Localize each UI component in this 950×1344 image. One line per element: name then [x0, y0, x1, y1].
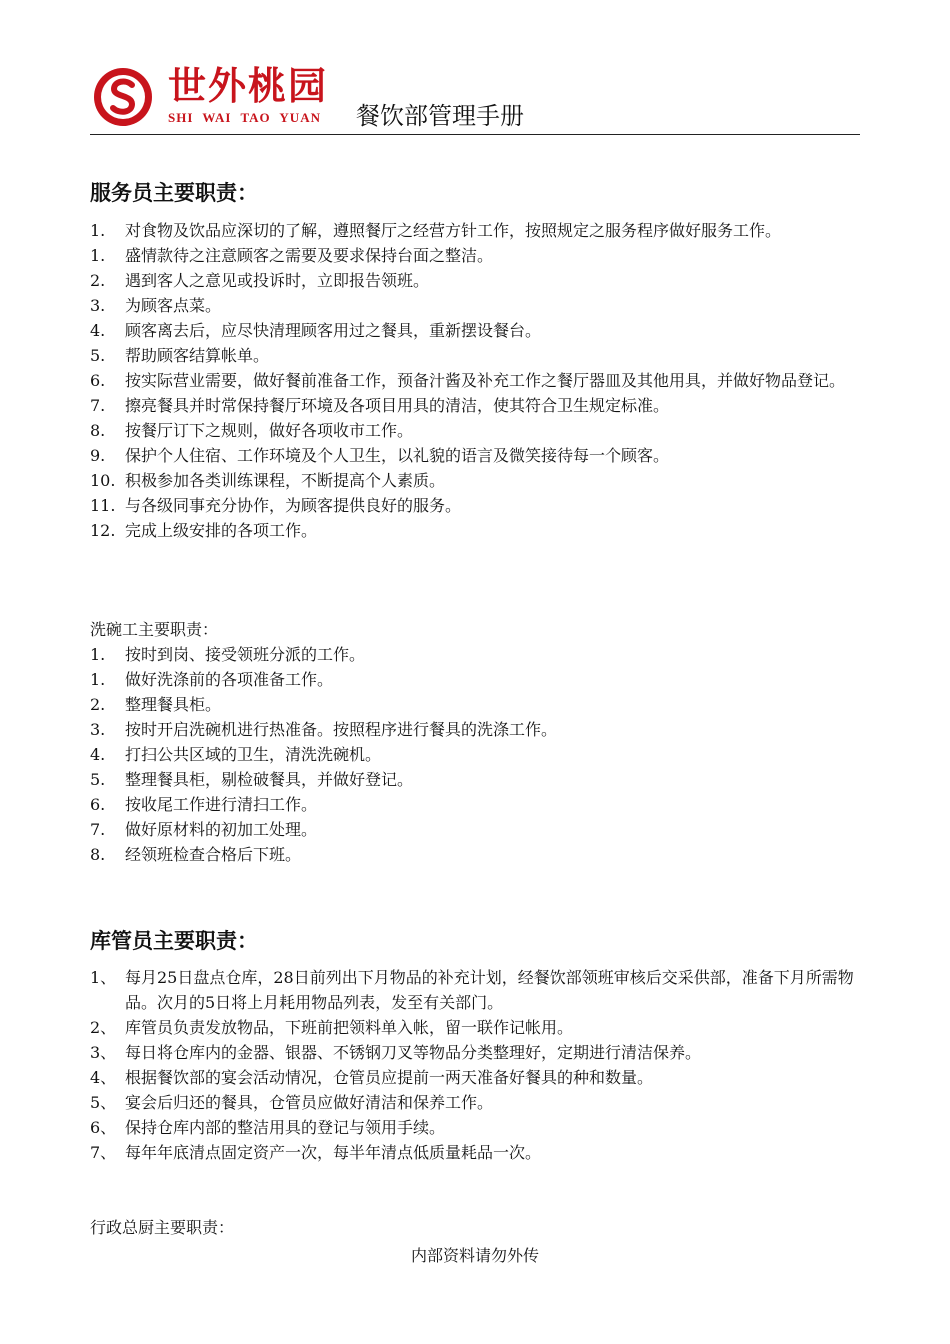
waiter-section-title: 服务员主要职责： [90, 181, 258, 205]
list-item [90, 318, 865, 343]
list-item [90, 468, 865, 493]
list-item-number: 5. [90, 346, 106, 365]
list-item-number: 9. [90, 446, 106, 465]
list-item [90, 268, 865, 293]
list-item-number: 8. [90, 845, 106, 864]
page-footer: 内部资料请勿外传 [410, 1246, 539, 1265]
dishwasher-duties-list [90, 642, 865, 867]
list-item-text: 擦亮餐具并时常保持餐厅环境及各项目用具的清洁，使其符合卫生规定标准。 [125, 396, 670, 415]
list-item-number: 1. [90, 221, 106, 240]
list-item-number: 6. [90, 795, 106, 814]
list-item-text: 打扫公共区域的卫生，清洗洗碗机。 [125, 745, 382, 764]
list-item-number: 12. [90, 521, 116, 540]
list-item [90, 667, 865, 692]
list-item-text: 遇到客人之意见或投诉时，立即报告领班。 [125, 271, 430, 290]
list-item-number: 1. [90, 670, 106, 689]
list-item [90, 1015, 865, 1040]
list-item-number: 11. [90, 496, 116, 515]
list-item-text: 对食物及饮品应深切的了解，遵照餐厅之经营方针工作，按照规定之服务程序做好服务工作。 [125, 221, 782, 240]
list-item-number: 7. [90, 820, 106, 839]
list-item [90, 1040, 865, 1065]
list-item-number: 1. [90, 645, 106, 664]
list-item-text: 宴会后归还的餐具，仓管员应做好清洁和保养工作。 [125, 1093, 494, 1112]
chef-section-title: 行政总厨主要职责： [90, 1218, 235, 1237]
dishwasher-section-title: 洗碗工主要职责： [90, 620, 219, 639]
list-item-text: 与各级同事充分协作，为顾客提供良好的服务。 [125, 496, 462, 515]
list-item-number: 2. [90, 271, 106, 290]
list-item-text: 为顾客点菜。 [125, 296, 222, 315]
list-item [90, 1090, 865, 1115]
list-item [90, 1065, 865, 1090]
list-item-text: 根据餐饮部的宴会活动情况，仓管员应提前一两天准备好餐具的种和数量。 [125, 1068, 654, 1087]
list-item [90, 1115, 865, 1140]
list-item [90, 1140, 865, 1165]
list-item [90, 642, 865, 667]
list-item-text: 按时到岗、接受领班分派的工作。 [125, 645, 366, 664]
waiter-duties-list [90, 218, 865, 543]
list-item [90, 792, 865, 817]
list-item-text: 按时开启洗碗机进行热准备。按照程序进行餐具的洗涤工作。 [125, 720, 558, 739]
list-item-text: 盛情款待之注意顾客之需要及要求保持台面之整洁。 [125, 246, 494, 265]
list-item [90, 742, 865, 767]
list-item-text: 按收尾工作进行清扫工作。 [125, 795, 318, 814]
list-item-number: 2、 [90, 1018, 117, 1037]
list-item-text: 做好原材料的初加工处理。 [125, 820, 318, 839]
list-item-text: 积极参加各类训练课程，不断提高个人素质。 [125, 471, 446, 490]
list-item [90, 443, 865, 468]
list-item [90, 368, 865, 393]
list-item-number: 7. [90, 396, 106, 415]
list-item-text: 每日将仓库内的金器、银器、不锈钢刀叉等物品分类整理好，定期进行清洁保养。 [125, 1043, 702, 1062]
list-item-number: 2. [90, 695, 106, 714]
list-item-number: 10. [90, 471, 116, 490]
list-item-text: 每年年底清点固定资产一次，每半年清点低质量耗品一次。 [125, 1143, 542, 1162]
list-item-number: 3. [90, 296, 106, 315]
page-header [90, 62, 860, 135]
list-item [90, 965, 865, 1015]
list-item-number: 6. [90, 371, 106, 390]
list-item-number: 5、 [90, 1093, 117, 1112]
logo-chinese-text: 世外桃园 [168, 64, 329, 108]
list-item-text: 每月25日盘点仓库，28日前列出下月物品的补充计划，经餐饮部领班审核后交采供部，准备下月所需物品。次月的5日将上月耗用物品列表，发至有关部门。 [125, 968, 854, 1012]
list-item-number: 3、 [90, 1043, 117, 1062]
list-item-text: 经领班检查合格后下班。 [125, 845, 302, 864]
list-item-text: 按餐厅订下之规则，做好各项收市工作。 [125, 421, 414, 440]
list-item [90, 293, 865, 318]
list-item-text: 顾客离去后，应尽快清理顾客用过之餐具，重新摆设餐台。 [125, 321, 542, 340]
list-item [90, 418, 865, 443]
list-item-number: 1. [90, 246, 106, 265]
list-item-number: 7、 [90, 1143, 117, 1162]
list-item-text: 保持仓库内部的整洁用具的登记与领用手续。 [125, 1118, 446, 1137]
list-item [90, 842, 865, 867]
list-item [90, 243, 865, 268]
list-item-number: 4. [90, 745, 106, 764]
storekeeper-duties-list [90, 965, 865, 1165]
list-item-text: 整理餐具柜。 [125, 695, 222, 714]
list-item-number: 3. [90, 720, 106, 739]
list-item-text: 整理餐具柜，剔检破餐具，并做好登记。 [125, 770, 414, 789]
list-item [90, 518, 865, 543]
list-item [90, 493, 865, 518]
list-item [90, 717, 865, 742]
list-item [90, 393, 865, 418]
list-item-text: 帮助顾客结算帐单。 [125, 346, 270, 365]
list-item-number: 5. [90, 770, 106, 789]
list-item [90, 218, 865, 243]
list-item [90, 343, 865, 368]
list-item-text: 库管员负责发放物品，下班前把领料单入帐，留一联作记帐用。 [125, 1018, 574, 1037]
list-item [90, 692, 865, 717]
list-item-text: 按实际营业需要，做好餐前准备工作，预备汁酱及补充工作之餐厅器皿及其他用具，并做好物品登记。 [125, 371, 846, 390]
list-item-text: 完成上级安排的各项工作。 [125, 521, 318, 540]
list-item-number: 6、 [90, 1118, 117, 1137]
list-item-number: 1、 [90, 968, 117, 987]
list-item-number: 8. [90, 421, 106, 440]
list-item [90, 767, 865, 792]
logo-english-text: SHI WAI TAO YUAN [168, 110, 321, 125]
list-item-number: 4、 [90, 1068, 117, 1087]
list-item-number: 4. [90, 321, 106, 340]
logo-s-icon [90, 66, 156, 128]
list-item [90, 817, 865, 842]
list-item-text: 做好洗涤前的各项准备工作。 [125, 670, 334, 689]
list-item-text: 保护个人住宿、工作环境及个人卫生，以礼貌的语言及微笑接待每一个顾客。 [125, 446, 670, 465]
storekeeper-section-title: 库管员主要职责： [90, 929, 258, 953]
manual-title: 餐饮部管理手册 [356, 102, 524, 130]
